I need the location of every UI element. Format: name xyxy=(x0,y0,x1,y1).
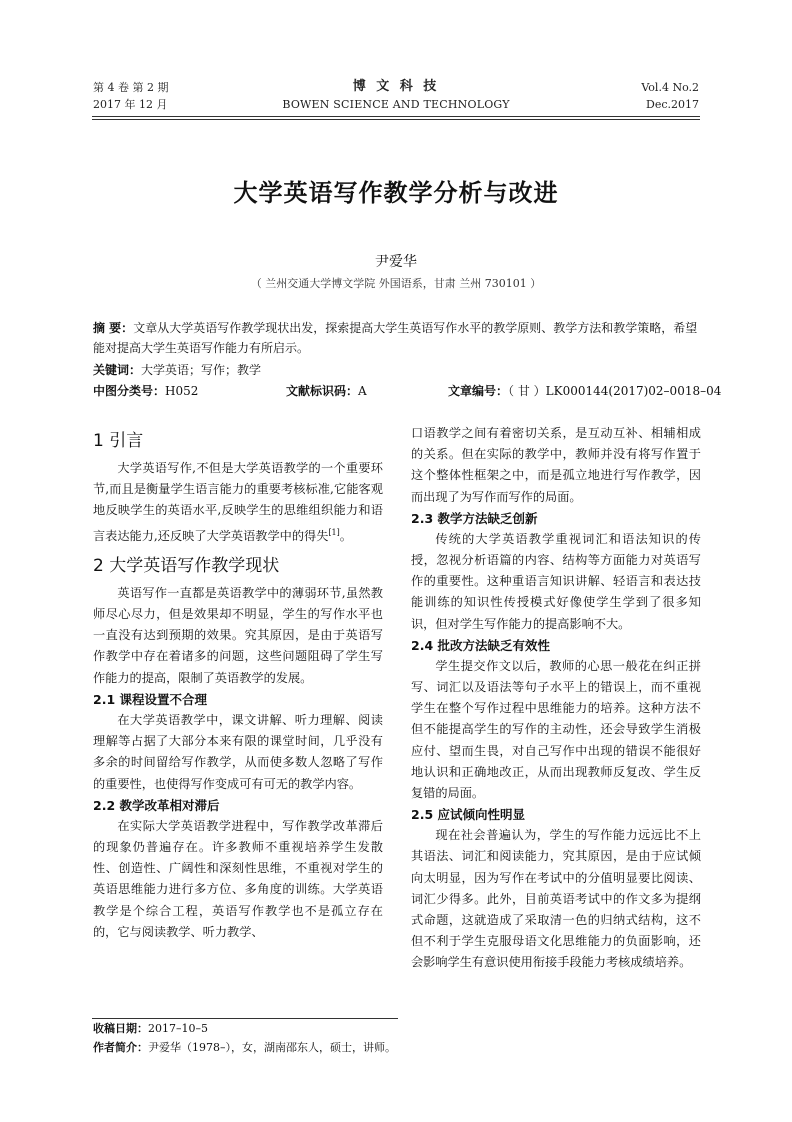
subsection-heading-2-5: 2.5 应试倾向性明显 xyxy=(411,807,525,823)
paragraph-text: 大学英语写作,不但是大学英语教学的一个重要环节,而且是衡量学生语言能力的重要考核标准,它能客观地反映学生的英语水平,反映学生的思维组织能力和语言表达能力,还反映了大学英语教学中的得失 xyxy=(93,461,383,543)
clc-code xyxy=(93,381,198,401)
clc-label: 中图分类号： xyxy=(93,384,166,398)
volume-issue-en: Vol.4 No.2 xyxy=(641,81,699,94)
paragraph: 英语写作一直都是英语教学中的薄弱环节,虽然教师尽心尽力，但是效果却不明显，学生的写作水平也一直没有达到预期的效果。究其原因，是由于英语写作教学中存在着诸多的问题，这些问题阻碍了学生写作能力的提高，限制了英语教学的发展。 xyxy=(93,585,383,685)
journal-name-cn: 博 文 科 技 xyxy=(352,79,440,94)
doc-value: A xyxy=(358,384,367,398)
header-rule-bottom xyxy=(92,119,700,120)
paragraph-continued: 口语教学之间有着密切关系，是互动互补、相辅相成的关系。但在实际的教学中，教师并没有将写作置于这个整体性框架之中，而是孤立地进行写作教学，因而出现了为写作而写作的局面。 xyxy=(411,426,701,504)
subsection-heading-2-3: 2.3 教学方法缺乏创新 xyxy=(411,510,538,526)
doc-code xyxy=(286,381,367,401)
issue-date-en: Dec.2017 xyxy=(646,98,699,111)
received-date xyxy=(93,1020,208,1038)
article-title: 大学英语写作教学分析与改进 xyxy=(233,179,559,207)
abstract-text: 文章从大学英语写作教学现状出发，探索提高大学生英语写作水平的教学原则、教学方法和教学策略，希望能对提高大学生英语写作能力有所启示。 xyxy=(93,321,698,355)
issue-date: 2017 年 12 月 xyxy=(93,98,168,111)
footnote-rule xyxy=(92,1018,398,1019)
subsection-heading-2-1: 2.1 课程设置不合理 xyxy=(93,691,207,707)
doc-label: 文献标识码： xyxy=(286,384,359,398)
author-bio xyxy=(93,1039,396,1057)
keywords xyxy=(93,360,701,380)
article-author: 尹爱华 xyxy=(375,254,417,270)
paragraph: 传统的大学英语教学重视词汇和语法知识的传授，忽视分析语篇的内容、结构等方面能力对英语写作的重要性。这种重语言知识讲解、轻语言和表达技能训练的知识性传授模式好像使学生学到了很多知识，但对学生写作能力的提高影响不大。 xyxy=(411,531,701,631)
received-label: 收稿日期： xyxy=(93,1022,148,1035)
article-number xyxy=(448,381,721,401)
author-bio-label: 作者简介： xyxy=(93,1041,148,1054)
article-number-value: （ 甘 ）LK000144(2017)02–0018–04 xyxy=(508,384,722,398)
paragraph xyxy=(93,458,383,547)
paragraph: 在实际大学英语教学进程中，写作教学改革滞后的现象仍普遍存在。许多教师不重视培养学生发散性、创造性、广阔性和深刻性思维，不重视对学生的英语思维能力进行多方位、多角度的训练。大学英语教学是个综合工程，英语写作教学也不是孤立存在的，它与阅读教学、听力教学、 xyxy=(93,818,383,939)
keywords-text: 大学英语；写作；教学 xyxy=(141,363,262,377)
left-column xyxy=(93,426,383,943)
author-bio-value: 尹爱华（1978–），女，湖南邵东人，硕士，讲师。 xyxy=(148,1041,396,1054)
journal-name-en: BOWEN SCIENCE AND TECHNOLOGY xyxy=(282,98,510,111)
paragraph: 在大学英语教学中，课文讲解、听力理解、阅读理解等占据了大部分本来有限的课堂时间，几乎没有多余的时间留给写作教学，从而使多数人忽略了写作的重要性，也使得写作变成可有可无的教学内容。 xyxy=(93,712,383,791)
abstract xyxy=(93,318,701,358)
abstract-label: 摘 要： xyxy=(93,321,134,335)
paragraph: 现在社会普遍认为，学生的写作能力远远比不上其语法、词汇和阅读能力，究其原因，是由于应试倾向太明显，因为写作在考试中的分值明显要比阅读、词汇少得多。此外，目前英语考试中的作文多为提纲式命题，这就造成了采取清一色的归纳式结构，这不但不利于学生克服母语文化思维能力的负面影响，还会影响学生有意识使用衔接手段能力考核成绩培养。 xyxy=(411,828,701,970)
keywords-label: 关键词： xyxy=(93,363,142,377)
section-heading-2: 2 大学英语写作教学现状 xyxy=(93,555,280,576)
clc-value: H052 xyxy=(165,384,199,398)
paragraph-end: 。 xyxy=(339,528,352,543)
volume-issue: 第 4 卷 第 2 期 xyxy=(93,81,169,94)
subsection-heading-2-2: 2.2 教学改革相对滞后 xyxy=(93,797,220,813)
subsection-heading-2-4: 2.4 批改方法缺乏有效性 xyxy=(411,637,550,653)
paragraph: 学生提交作文以后，教师的心思一般花在纠正拼写、词汇以及语法等句子水平上的错误上，而不重视学生在整个写作过程中思维能力的培养。这种方法不但不能提高学生的写作的主动性，还会导致学生消极应付、望而生畏，对自己写作中出现的错误不能很好地认识和正确地改正，从而出现教师反复改、学生反复错的局面。 xyxy=(411,658,701,801)
citation-ref: [1] xyxy=(328,527,340,537)
article-number-label: 文章编号： xyxy=(448,384,509,398)
right-column xyxy=(411,423,701,974)
author-affiliation: （ 兰州交通大学博文学院 外国语系，甘肃 兰州 730101 ） xyxy=(250,277,542,290)
header-rule-top xyxy=(92,116,700,117)
section-heading-1: 1 引言 xyxy=(93,431,144,451)
received-value: 2017–10–5 xyxy=(148,1022,208,1035)
